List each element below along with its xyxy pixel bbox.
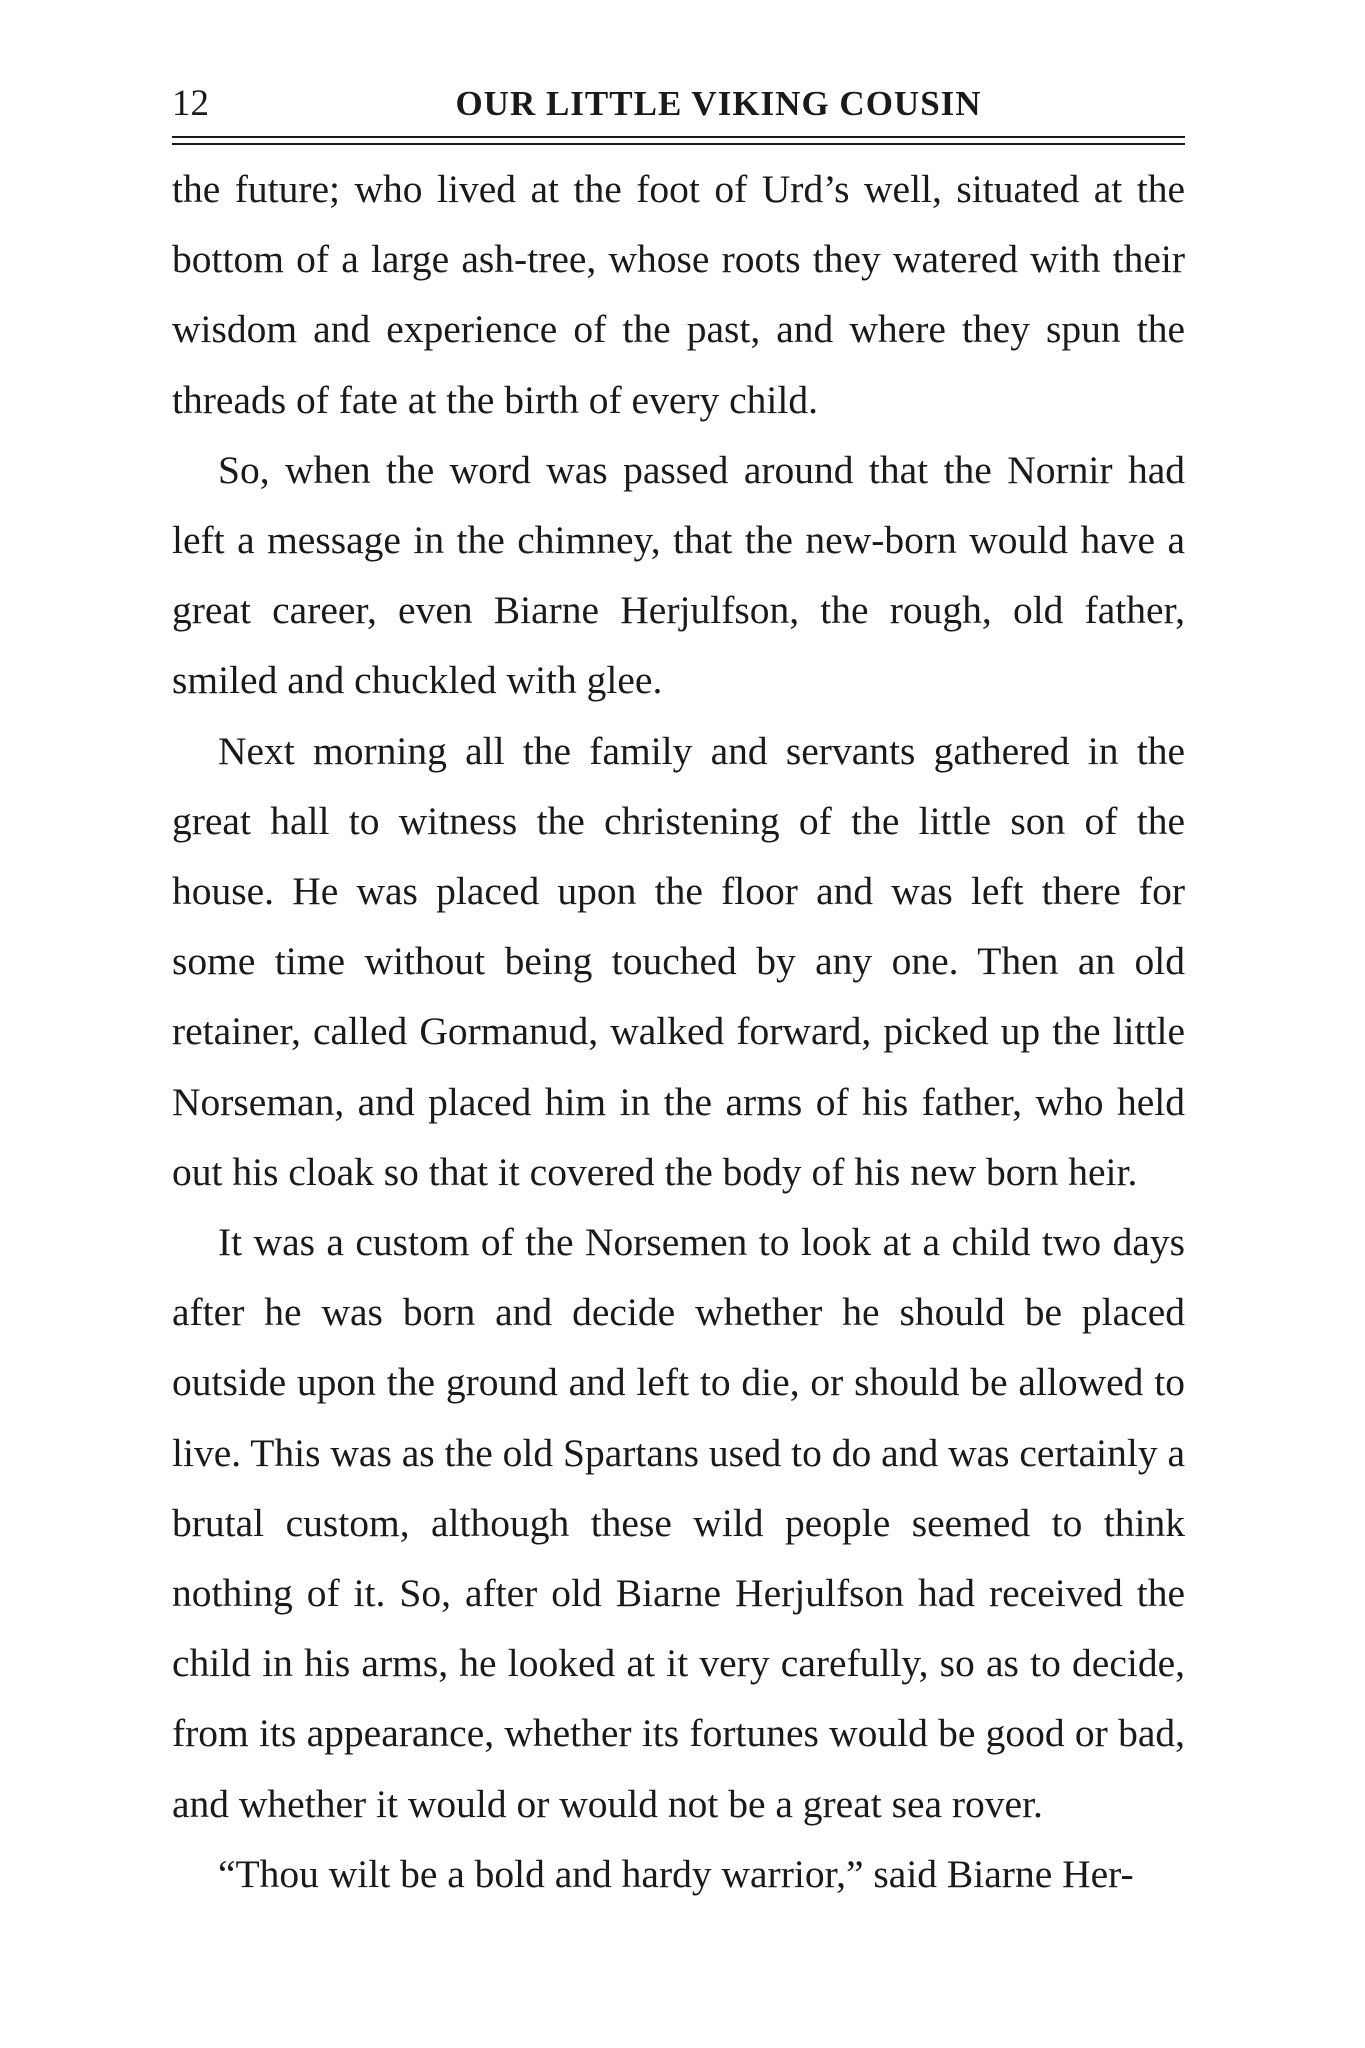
page-number: 12	[172, 83, 209, 124]
header-rule-top	[172, 136, 1185, 138]
book-page	[172, 0, 1185, 2048]
paragraph: It was a custom of the Norsemen to look at a child two days after he was born and decide whether he should be placed outside upon the ground and left to die, or should be allowed to live. This was as the old Spartans used to do and was certainly a brutal custom, although these wild people seemed to think nothing of it. So, after old Biarne Herjulfson had received the child in his arms, he looked at it very carefully, so as to decide, from its appearance, whether its fortunes would be good or bad, and whether it would or would not be a great sea rover.	[172, 1220, 1185, 1826]
header-rule-bottom	[172, 143, 1185, 145]
running-head	[172, 74, 1185, 134]
paragraph: So, when the word was passed around that the Nornir had left a message in the chimney, that the new-born would have a great career, even Biarne Herjulfson, the rough, old father, smiled and chuckled with glee.	[172, 447, 1185, 703]
paragraph: Next morning all the family and servants gathered in the great hall to witness the christening of the little son of the house. He was placed upon the floor and was left there for some time without being touched by any one. Then an old retainer, called Gormanud, walked forward, picked up the little Norseman, and placed him in the arms of his father, who held out his cloak so that it covered the body of his new born heir.	[172, 728, 1185, 1194]
body-text	[172, 154, 1185, 1909]
paragraph-continued: the future; who lived at the foot of Urd’s well, situated at the bottom of a large ash-tree, whose roots they watered with their wisdom and experience of the past, and where they spun the threads of fate at the birth of every child.	[172, 167, 1185, 422]
paragraph-last: “Thou wilt be a bold and hardy warrior,” said Biarne Her-	[218, 1851, 1134, 1896]
book-title: OUR LITTLE VIKING COUSIN	[455, 84, 982, 123]
